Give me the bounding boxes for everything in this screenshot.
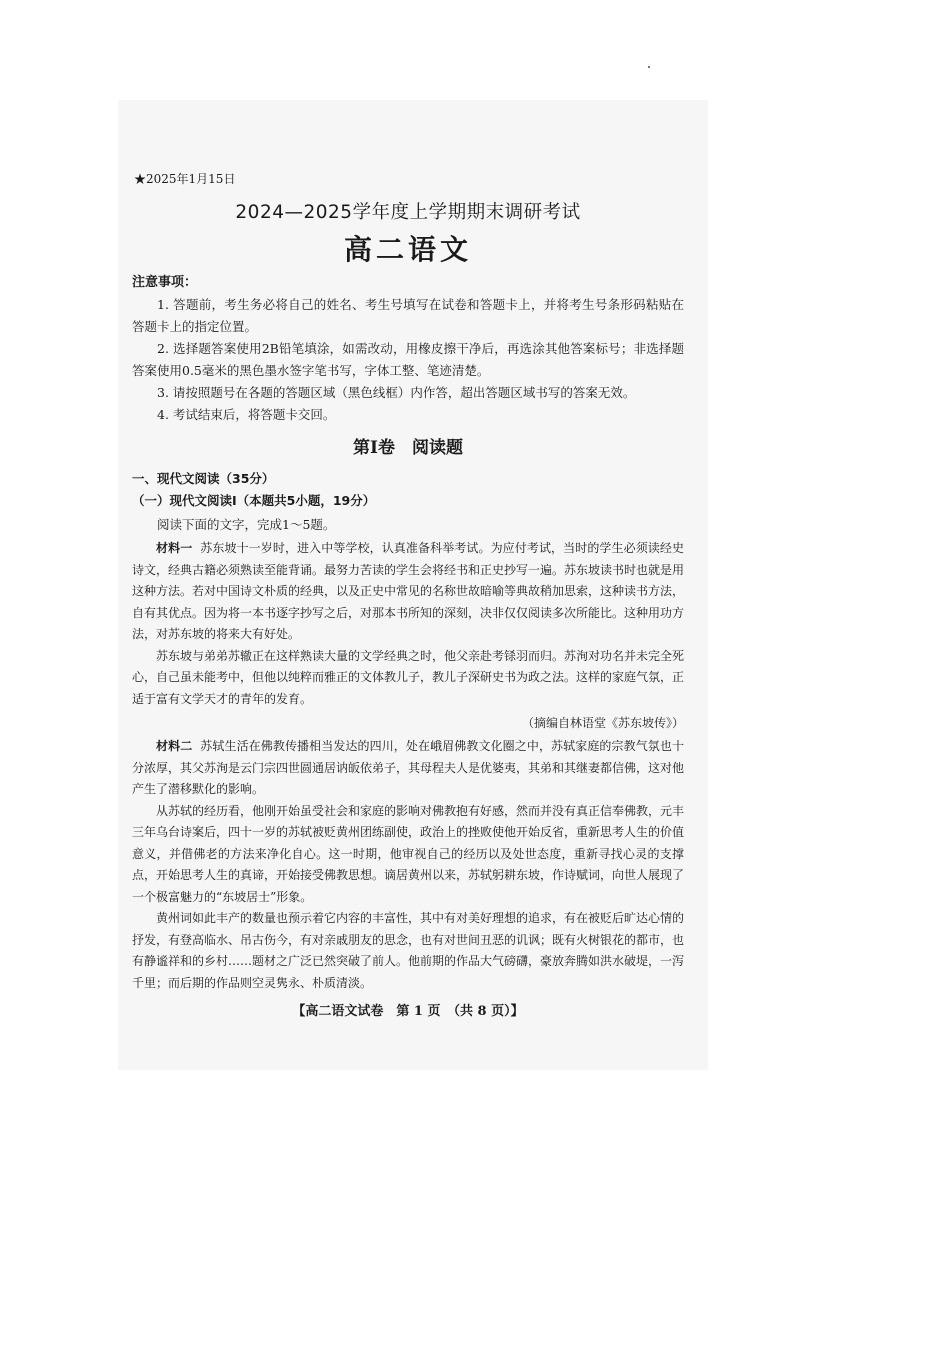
material2-paragraph-2: 从苏轼的经历看，他刚开始虽受社会和家庭的影响对佛教抱有好感，然而并没有真正信奉佛教，元丰三年乌台诗案后，四十一岁的苏轼被贬黄州团练副使，政治上的挫败使他开始反省，重新思考人生的价值意义，并借佛老的方法来净化自心。这一时期，他审视自己的经历以及处世态度，重新寻找心灵的支撑点，开始思考人生的真谛，开始接受佛教思想。谪居黄州以来，苏轼躬耕东坡，作诗赋词，向世人展现了一个极富魅力的“东坡居士”形象。	[132, 803, 685, 904]
notice-item-4: 4. 考试结束后，将答题卡交回。	[157, 407, 336, 422]
material2-paragraph-3: 黄州词如此丰产的数量也预示着它内容的丰富性，其中有对美好理想的追求，有在被贬后旷达心情的抒发，有登高临水、吊古伤今，有对亲戚朋友的思念，也有对世间丑恶的讥讽；既有火树银花的都市，也有静谧祥和的乡村……题材之广泛已然突破了前人。他前期的作品大气磅礴，豪放奔腾如洪水破堤，一泻千里；而后期的作品则空灵隽永、朴质清淡。	[132, 911, 685, 990]
notice-item-3: 3. 请按照题号在各题的答题区域（黑色线框）内作答，超出答题区域书写的答案无效。	[157, 385, 636, 400]
reading-instruction: 阅读下面的文字，完成1～5题。	[157, 517, 336, 532]
exam-date: ★2025年1月15日	[134, 172, 236, 186]
notice-heading: 注意事项：	[132, 275, 198, 290]
sub-part-heading: （一）现代文阅读Ⅰ（本题共5小题，19分）	[132, 493, 376, 508]
material2-label: 材料二	[156, 739, 193, 753]
notice-item-1: 1. 答题前，考生务必将自己的姓名、考生号填写在试卷和答题卡上，并将考生号条形码粘贴在答题卡上的指定位置。	[132, 297, 684, 334]
material2-paragraph-1	[132, 736, 684, 801]
material1-source: （摘编自林语堂《苏东坡传》）	[521, 716, 684, 730]
page-footer: 【高二语文试卷 第 1 页 （共 8 页）】	[292, 1004, 524, 1019]
material1-paragraph-2: 苏东坡与弟弟苏辙正在这样熟读大量的文学经典之时，他父亲赴考铩羽而归。苏洵对功名并未完全死心，自己虽未能考中，但他以纯粹而雅正的文体教儿子，教儿子深研史书为政之法。这样的家庭气氛，正适于富有文学天才的青年的发育。	[132, 648, 685, 706]
scan-speck	[648, 66, 650, 68]
exam-title: 2024—2025学年度上学期期末调研考试	[235, 202, 581, 223]
exam-content	[132, 168, 684, 1024]
material1-paragraph-1	[132, 538, 684, 646]
material2-text-1: 苏轼生活在佛教传播相当发达的四川，处在峨眉佛教文化圈之中，苏轼家庭的宗教气氛也十分浓厚，其父苏洵是云门宗四世圆通居讷皈依弟子，其母程夫人是优婆夷，其弟和其继妻都信佛，这对他产生了潜移默化的影响。	[132, 739, 685, 796]
material1-text-1: 苏东坡十一岁时，进入中等学校，认真准备科举考试。为应付考试，当时的学生必须读经史诗文，经典古籍必须熟读至能背诵。最努力苦读的学生会将经书和正史抄写一遍。苏东坡读书时也就是用这种方法。若对中国诗文朴质的经典，以及正史中常见的名称世故暗喻等典故稍加思索，这种读书方法，自有其优点。因为将一本书逐字抄写之后，对那本书所知的深刻，决非仅仅阅读多次所能比。这种用功方法，对苏东坡的将来大有好处。	[132, 541, 685, 641]
subject-title: 高二语文	[343, 233, 472, 266]
notice-item-2: 2. 选择题答案使用2B铅笔填涂，如需改动，用橡皮擦干净后，再选涂其他答案标号；非选择题答案使用0.5毫米的黑色墨水签字笔书写，字体工整、笔迹清楚。	[132, 341, 684, 378]
material1-label: 材料一	[156, 541, 193, 555]
section-title: 第Ⅰ卷 阅读题	[353, 438, 463, 458]
part-heading: 一、现代文阅读（35分）	[132, 471, 275, 486]
